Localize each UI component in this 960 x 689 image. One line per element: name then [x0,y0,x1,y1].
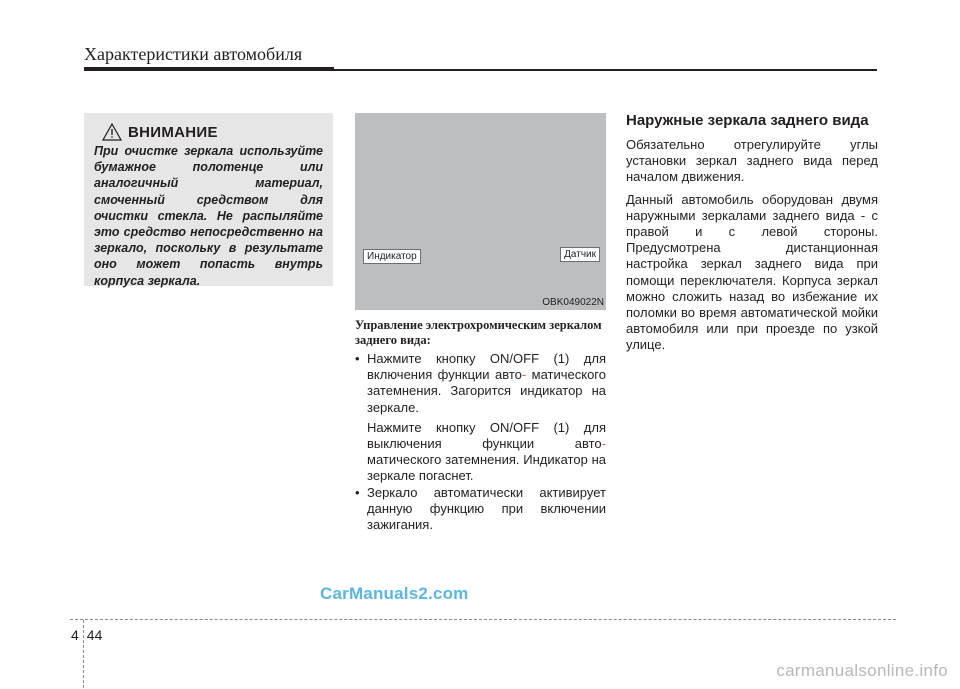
paragraph: Данный автомобиль оборудован двумя наружными зеркалами заднего вида - с правой и с левой стороны. Предусмотрена дистанционная настройка зеркал заднего вида при помощи переключателя. Корпуса зеркал можно сложить назад во избежание их поломки во время автоматической мойки автомобиля или при проезде по узкой улице. [626,191,878,353]
bullet-mark: • [355,351,360,366]
site-watermark: carmanualsonline.info [776,661,948,680]
header-rule-thick [84,67,334,71]
figure-label-indicator: Индикатор [363,249,421,264]
middle-column [355,318,606,533]
warning-text: При очистке зеркала используйте бумажное полотенце или аналогичный материал, смоченный средством для очистки стекла. Не распыляйте это средство непосредственно на зеркало, поскольку в результате оно может попасть внутрь корпуса зеркала. [94,144,323,288]
footer-rule [70,619,896,620]
para2-part-a: Нажмите кнопку ON/OFF (1) для выключения функции авто [367,419,606,452]
list-subparagraph [367,420,606,485]
bullet1-part-a: Нажмите кнопку ON/OFF (1) для включения функции авто [367,351,606,383]
list-item-text [367,351,606,416]
bullet1-part-b: матического затемнения. Загорится индикатор на зеркале. [367,367,606,415]
hyphen-mark: - [601,436,606,452]
right-column [626,112,878,360]
list-item [355,485,606,534]
watermark-link[interactable]: CarManuals2.com [320,584,469,603]
page-number-value: 44 [86,627,103,643]
hyphen-mark: - [521,367,527,383]
ecm-heading: Управление электрохромическим зеркалом заднего вида: [355,318,602,347]
warning-box [84,113,333,286]
para2-part-b: матического затемнения. Индикатор на зеркале погаснет. [367,452,606,484]
page-header-title: Характеристики автомобиля [84,44,303,64]
outside-mirrors-heading: Наружные зеркала заднего вида [626,112,869,129]
warning-header [102,123,323,141]
warning-title: ВНИМАНИЕ [128,123,218,141]
list-item-text: Зеркало автоматически активирует данную функцию при включении зажигания. [367,484,606,533]
mirror-figure [355,113,606,310]
bullet-mark: • [355,484,360,500]
list-item [355,351,606,416]
figure-label-sensor: Датчик [560,247,600,262]
paragraph: Обязательно отрегулируйте углы установки зеркал заднего вида перед началом движения. [626,137,878,185]
warning-triangle-icon [102,123,122,141]
page-number [71,627,102,643]
header-rule-thin [334,69,877,71]
chapter-number: 4 [71,627,79,643]
figure-code: OBK049022N [542,297,604,308]
